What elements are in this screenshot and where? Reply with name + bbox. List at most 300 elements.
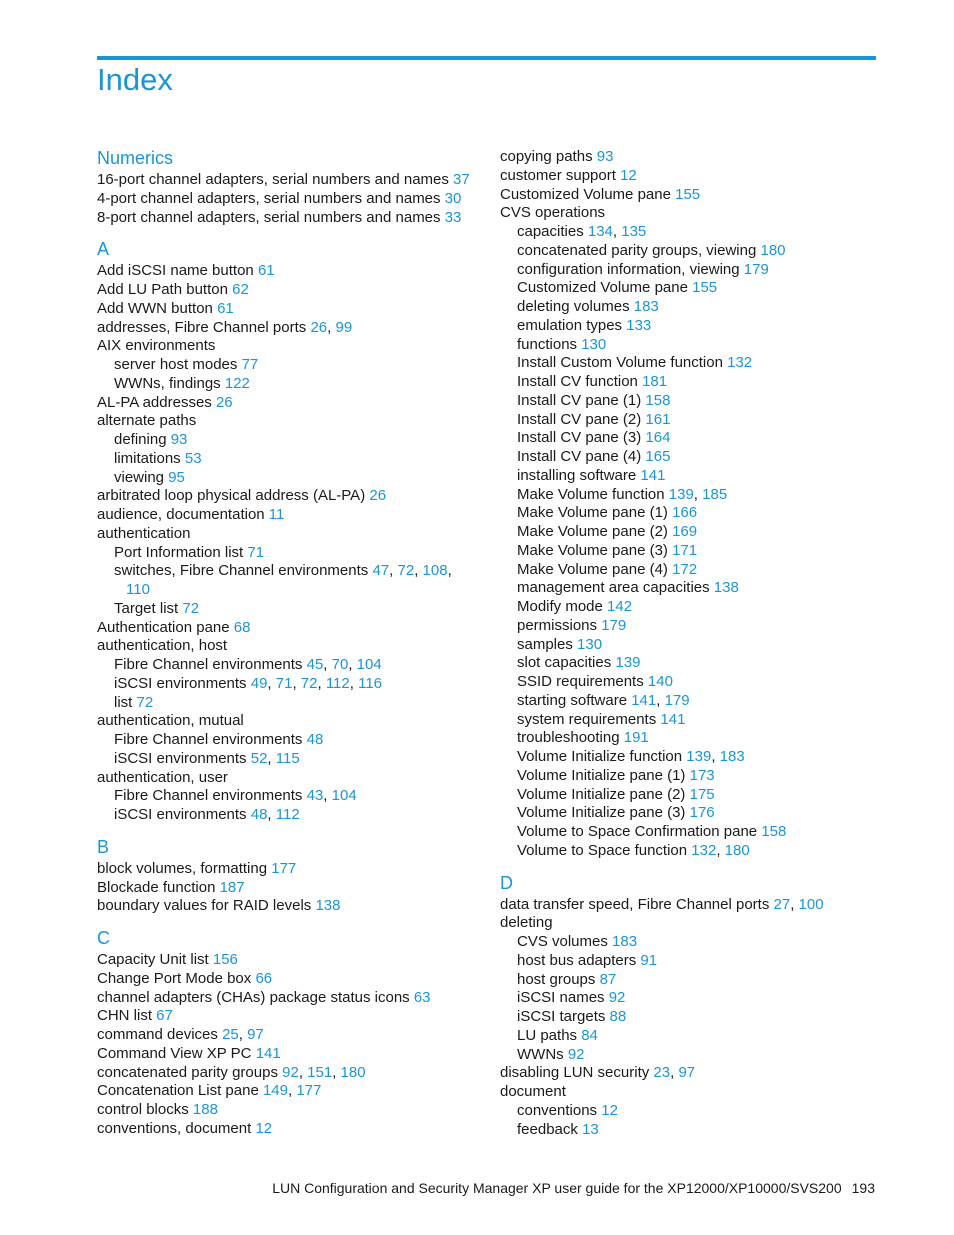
entry-term: host bus adapters xyxy=(517,951,637,969)
entry-term: iSCSI names xyxy=(517,989,605,1007)
entry-term: Blockade function xyxy=(97,878,216,896)
index-subentry xyxy=(97,356,487,375)
index-entry xyxy=(97,487,487,506)
index-entry xyxy=(97,970,487,989)
page-link[interactable]: 188 xyxy=(192,1101,218,1118)
page-link[interactable]: 110 xyxy=(126,581,150,598)
entry-term: Make Volume pane (1) xyxy=(517,504,668,522)
entry-term: Install Custom Volume function xyxy=(517,354,723,372)
index-subentry xyxy=(500,411,880,430)
page-link[interactable]: 176 xyxy=(689,804,715,822)
entry-term: authentication xyxy=(97,524,191,542)
page-link[interactable]: 171 xyxy=(672,541,698,559)
index-entry xyxy=(97,281,487,300)
entry-term: host groups xyxy=(517,970,596,988)
page-link[interactable]: 100 xyxy=(798,895,824,913)
entry-term: authentication, mutual xyxy=(97,712,244,730)
index-entry xyxy=(97,171,487,190)
index-entry: concatenated parity groups 92, 151, 180 xyxy=(97,1063,366,1081)
index-subentry xyxy=(97,431,487,450)
entry-term: feedback xyxy=(517,1120,578,1138)
index-subentry xyxy=(97,469,487,488)
page-link[interactable]: 30 xyxy=(444,189,462,207)
index-subentry xyxy=(97,581,487,600)
page-link[interactable]: 179 xyxy=(664,691,690,709)
entry-term: concatenated parity groups xyxy=(97,1063,278,1081)
page-link[interactable]: 84 xyxy=(581,1026,598,1044)
entry-term: conventions, document xyxy=(97,1119,252,1137)
entry-term: Volume Initialize function xyxy=(517,748,683,765)
index-subentry xyxy=(97,731,487,750)
index-subentry: capacities 134, 135 xyxy=(517,223,647,240)
page-link[interactable]: 112 xyxy=(275,806,300,823)
entry-term: AL-PA addresses xyxy=(97,393,212,411)
entry-term: switches, Fibre Channel environments xyxy=(114,562,369,580)
index-subentry xyxy=(500,654,880,673)
page-link[interactable]: 122 xyxy=(224,374,250,392)
entry-term: channel adapters (CHAs) package status icons xyxy=(97,988,410,1006)
entry-term: document xyxy=(500,1083,566,1100)
page-link[interactable]: 88 xyxy=(609,1008,627,1025)
page-link[interactable]: 52 xyxy=(250,749,268,767)
entry-term: 16-port channel adapters, serial numbers and names xyxy=(97,171,449,188)
entry-term: starting software xyxy=(517,691,628,709)
page-link[interactable]: 133 xyxy=(626,316,652,334)
entry-term: Add iSCSI name button xyxy=(97,262,254,280)
index-subentry xyxy=(500,467,880,486)
page-link[interactable]: 138 xyxy=(315,897,341,915)
index-entry xyxy=(97,619,487,638)
page-link[interactable]: 12 xyxy=(601,1101,618,1119)
index-subentry xyxy=(500,429,880,448)
page-link[interactable]: 165 xyxy=(645,448,671,465)
page-link[interactable]: 92 xyxy=(282,1063,299,1081)
index-subentry: Fibre Channel environments 43, 104 xyxy=(114,787,357,805)
index-subentry xyxy=(500,261,880,280)
entry-term: Volume to Space Confirmation pane xyxy=(517,823,758,840)
page-link[interactable]: 12 xyxy=(255,1119,273,1137)
index-entry xyxy=(97,506,487,525)
page-link[interactable]: 180 xyxy=(724,841,750,859)
page-link[interactable]: 161 xyxy=(645,410,671,428)
index-subentry xyxy=(500,354,880,373)
index-section xyxy=(97,239,487,825)
entry-term: Make Volume function xyxy=(517,485,665,503)
index-subentry xyxy=(97,600,487,619)
section-gap xyxy=(97,227,487,239)
index-subentry: starting software 141, 179 xyxy=(517,691,690,709)
index-entry xyxy=(500,186,880,205)
entry-term: command devices xyxy=(97,1026,218,1043)
page-link[interactable]: 12 xyxy=(620,166,637,184)
page-link[interactable]: 61 xyxy=(217,299,234,317)
page-link[interactable]: 142 xyxy=(607,598,633,615)
page-link[interactable]: 116 xyxy=(358,674,383,692)
entry-term: Fibre Channel environments xyxy=(114,731,303,748)
section-gap xyxy=(97,825,487,837)
index-subentry xyxy=(500,767,880,786)
index-subentry xyxy=(500,823,880,842)
entry-term: Authentication pane xyxy=(97,618,230,636)
page-link[interactable]: 71 xyxy=(275,674,293,692)
entry-term: installing software xyxy=(517,466,637,484)
index-subentry xyxy=(500,242,880,261)
entry-term: server host modes xyxy=(114,356,238,373)
entry-term: iSCSI targets xyxy=(517,1008,606,1025)
page-link[interactable]: 141 xyxy=(640,466,666,484)
page-link[interactable]: 72 xyxy=(182,599,200,617)
index-entry xyxy=(97,897,487,916)
page-link[interactable]: 155 xyxy=(692,279,718,297)
index-entry xyxy=(97,337,487,356)
page-link[interactable]: 77 xyxy=(241,356,259,373)
index-entry xyxy=(97,525,487,544)
index-entry xyxy=(97,1120,487,1139)
page-link[interactable]: 66 xyxy=(255,969,273,987)
entry-term: Volume Initialize pane (3) xyxy=(517,804,686,822)
page-link[interactable]: 140 xyxy=(647,673,673,690)
index-subentry: iSCSI environments 49, 71, 72, 112, 116 xyxy=(114,674,383,692)
entry-term: viewing xyxy=(114,468,165,486)
entry-term: management area capacities xyxy=(517,579,710,597)
page-link[interactable]: 53 xyxy=(184,449,202,467)
entry-term: copying paths xyxy=(500,148,593,165)
entry-term: emulation types xyxy=(517,316,623,334)
index-entry xyxy=(500,167,880,186)
page-link[interactable]: 135 xyxy=(621,223,647,240)
index-entry xyxy=(97,412,487,431)
entry-term: Customized Volume pane xyxy=(517,279,688,297)
entry-term: defining xyxy=(114,431,167,448)
entry-term: concatenated parity groups, viewing xyxy=(517,241,757,259)
entry-term: Install CV function xyxy=(517,373,638,390)
page-link[interactable]: 97 xyxy=(247,1026,264,1043)
entry-term: addresses, Fibre Channel ports xyxy=(97,318,307,336)
index-subentry xyxy=(97,544,487,563)
entry-term: Install CV pane (2) xyxy=(517,410,642,428)
page-link[interactable]: 63 xyxy=(413,988,431,1006)
page-link[interactable]: 71 xyxy=(247,543,265,561)
index-subentry: Fibre Channel environments 45, 70, 104 xyxy=(114,656,382,673)
index-entry: addresses, Fibre Channel ports 26, 99 xyxy=(97,318,353,336)
page-link[interactable]: 139 xyxy=(615,654,641,672)
index-entry xyxy=(97,1045,487,1064)
page-link[interactable]: 141 xyxy=(255,1044,281,1062)
index-entry xyxy=(97,209,487,228)
page-link[interactable]: 93 xyxy=(170,431,188,448)
page-link[interactable]: 33 xyxy=(444,208,462,226)
page-link[interactable]: 181 xyxy=(642,373,668,390)
index-entry xyxy=(97,190,487,209)
page-link[interactable]: 183 xyxy=(719,748,745,765)
page-link[interactable]: 139 xyxy=(686,748,712,765)
index-subentry xyxy=(500,542,880,561)
page-link[interactable]: 169 xyxy=(672,523,698,540)
entry-term: SSID requirements xyxy=(517,673,644,690)
index-subentry xyxy=(500,336,880,355)
entry-continuation-comma: , xyxy=(447,562,452,580)
page-link[interactable]: 187 xyxy=(219,878,245,896)
index-entry xyxy=(500,914,880,933)
index-subentry: Volume Initialize function 139, 183 xyxy=(517,748,745,765)
page-link[interactable]: 25 xyxy=(222,1026,239,1043)
page-link[interactable]: 139 xyxy=(668,485,694,503)
index-entry xyxy=(500,1083,880,1102)
entry-term: deleting volumes xyxy=(517,298,630,315)
page-link[interactable]: 177 xyxy=(296,1082,322,1100)
page-link[interactable]: 48 xyxy=(306,731,324,748)
entry-term: customer support xyxy=(500,166,616,184)
entry-term: list xyxy=(114,693,133,711)
entry-term: capacities xyxy=(517,223,584,240)
page-link[interactable]: 130 xyxy=(581,335,607,353)
page-link[interactable]: 99 xyxy=(335,318,353,336)
page-link[interactable]: 91 xyxy=(640,951,658,969)
entry-term: CHN list xyxy=(97,1007,152,1025)
entry-term: slot capacities xyxy=(517,654,612,672)
page-link[interactable]: 177 xyxy=(271,859,297,877)
page-link[interactable]: 49 xyxy=(250,674,268,692)
index-subentry xyxy=(500,598,880,617)
index-entry xyxy=(97,769,487,788)
page-link[interactable]: 67 xyxy=(156,1007,173,1025)
page-link[interactable]: 166 xyxy=(672,504,698,522)
index-entry: disabling LUN security 23, 97 xyxy=(500,1064,696,1082)
page-link[interactable]: 151 xyxy=(307,1063,333,1081)
index-column-right xyxy=(500,148,880,1139)
entry-term: conventions xyxy=(517,1101,598,1119)
section-heading: Numerics xyxy=(97,148,174,168)
entry-term: AIX environments xyxy=(97,337,216,355)
page-link[interactable]: 112 xyxy=(325,674,350,692)
entry-term: authentication, host xyxy=(97,637,228,655)
index-subentry xyxy=(500,373,880,392)
entry-term: audience, documentation xyxy=(97,506,265,523)
index-subentry xyxy=(500,1121,880,1140)
index-subentry xyxy=(500,1027,880,1046)
index-subentry: iSCSI environments 48, 112 xyxy=(114,806,300,823)
page-link[interactable]: 104 xyxy=(356,656,382,673)
entry-term: Volume to Space function xyxy=(517,841,688,859)
page-link[interactable]: 61 xyxy=(257,262,275,280)
entry-term: deleting xyxy=(500,914,553,932)
entry-term: Install CV pane (4) xyxy=(517,448,642,465)
entry-term: Concatenation List pane xyxy=(97,1082,259,1100)
page-link[interactable]: 45 xyxy=(306,656,324,673)
page-number: 193 xyxy=(851,1180,875,1196)
index-column-left xyxy=(97,148,487,1139)
index-entry xyxy=(97,989,487,1008)
index-entry xyxy=(97,951,487,970)
index-subentry xyxy=(500,971,880,990)
entry-term: Port Information list xyxy=(114,543,244,561)
entry-term: Install CV pane (1) xyxy=(517,391,642,409)
index-section xyxy=(97,148,487,227)
index-entry xyxy=(97,1101,487,1120)
page-link[interactable]: 173 xyxy=(689,766,715,784)
page-link[interactable]: 97 xyxy=(678,1064,696,1082)
entry-term: troubleshooting xyxy=(517,729,620,747)
page-link[interactable]: 72 xyxy=(136,693,154,711)
entry-term: control blocks xyxy=(97,1101,189,1118)
page-link[interactable]: 70 xyxy=(331,656,349,673)
page-link[interactable]: 164 xyxy=(645,429,671,447)
index-subentry xyxy=(500,317,880,336)
page-link[interactable]: 72 xyxy=(397,562,415,580)
index-subentry xyxy=(97,375,487,394)
index-subentry xyxy=(500,579,880,598)
page-link[interactable]: 185 xyxy=(702,485,728,503)
section-heading: B xyxy=(97,836,110,857)
page-link[interactable]: 183 xyxy=(633,298,659,315)
index-subentry xyxy=(97,694,487,713)
page-link[interactable]: 93 xyxy=(596,148,614,165)
page-link[interactable]: 134 xyxy=(587,223,613,240)
page-link[interactable]: 141 xyxy=(631,691,657,709)
page-link[interactable]: 37 xyxy=(453,171,470,188)
page-link[interactable]: 13 xyxy=(582,1120,599,1138)
entry-term: Customized Volume pane xyxy=(500,185,671,203)
page-link[interactable]: 104 xyxy=(331,787,357,805)
page-footer xyxy=(272,1180,875,1196)
entry-term: authentication, user xyxy=(97,768,228,786)
entry-term: Volume Initialize pane (2) xyxy=(517,785,686,803)
index-entry xyxy=(97,712,487,731)
page-link[interactable]: 62 xyxy=(232,281,249,298)
entry-term: permissions xyxy=(517,616,598,634)
page-link[interactable]: 179 xyxy=(601,616,627,634)
index-entry xyxy=(97,1007,487,1026)
index-entry: data transfer speed, Fibre Channel ports 27, 100 xyxy=(500,895,824,913)
page-link[interactable]: 115 xyxy=(275,749,300,767)
page-link[interactable]: 72 xyxy=(300,674,318,692)
page-link[interactable]: 141 xyxy=(660,710,686,728)
entry-term: 4-port channel adapters, serial numbers and names xyxy=(97,189,441,207)
section-gap xyxy=(500,861,880,873)
page-link[interactable]: 172 xyxy=(672,560,698,578)
page-link[interactable]: 23 xyxy=(653,1064,671,1082)
index-section xyxy=(500,148,880,861)
page-link[interactable]: 87 xyxy=(599,970,617,988)
page-link[interactable]: 183 xyxy=(612,933,638,950)
index-subentry xyxy=(500,523,880,542)
entry-term: Install CV pane (3) xyxy=(517,429,642,447)
section-heading: A xyxy=(97,239,110,260)
index-entry xyxy=(97,262,487,281)
page-link[interactable]: 26 xyxy=(369,487,387,505)
index-subentry xyxy=(500,933,880,952)
entry-term: functions xyxy=(517,335,578,353)
page-link[interactable]: 138 xyxy=(713,579,739,597)
page-link[interactable]: 180 xyxy=(340,1063,366,1081)
page-link[interactable]: 108 xyxy=(422,562,448,580)
page-link[interactable]: 155 xyxy=(675,185,701,203)
entry-term: alternate paths xyxy=(97,412,197,430)
page-link[interactable]: 132 xyxy=(691,841,717,859)
page-link[interactable]: 132 xyxy=(727,354,753,372)
index-entry xyxy=(97,860,487,879)
index-subentry xyxy=(500,786,880,805)
entry-term: WWNs, findings xyxy=(114,374,221,392)
index-subentry xyxy=(500,673,880,692)
page-link[interactable]: 175 xyxy=(689,785,715,803)
index-subentry: Volume to Space function 132, 180 xyxy=(517,841,750,859)
index-subentry xyxy=(500,1046,880,1065)
page-link[interactable]: 156 xyxy=(212,951,238,968)
entry-term: Fibre Channel environments xyxy=(114,656,303,673)
index-subentry xyxy=(500,711,880,730)
entry-term: boundary values for RAID levels xyxy=(97,897,312,915)
title-rule xyxy=(97,56,876,60)
entry-term: CVS operations xyxy=(500,204,606,222)
index-entry: Concatenation List pane 149, 177 xyxy=(97,1082,322,1100)
index-subentry: iSCSI environments 52, 115 xyxy=(114,749,300,767)
index-subentry: Make Volume function 139, 185 xyxy=(517,485,728,503)
page-link[interactable]: 92 xyxy=(567,1045,585,1063)
page-link[interactable]: 68 xyxy=(233,618,251,636)
page-link[interactable]: 149 xyxy=(262,1082,288,1100)
entry-term: Make Volume pane (2) xyxy=(517,523,668,540)
page-link[interactable]: 26 xyxy=(310,318,328,336)
entry-term: Capacity Unit list xyxy=(97,951,209,968)
entry-term: Fibre Channel environments xyxy=(114,787,303,805)
entry-term: Change Port Mode box xyxy=(97,969,252,987)
index-subentry xyxy=(500,636,880,655)
index-subentry xyxy=(500,617,880,636)
entry-term: LU paths xyxy=(517,1026,578,1044)
entry-term: Make Volume pane (3) xyxy=(517,541,668,559)
page-link[interactable]: 27 xyxy=(773,895,791,913)
page-link[interactable]: 158 xyxy=(761,823,787,840)
index-subentry xyxy=(500,952,880,971)
index-entry xyxy=(97,300,487,319)
section-heading: D xyxy=(500,872,513,893)
entry-term: configuration information, viewing xyxy=(517,260,740,278)
index-section xyxy=(500,873,880,1140)
index-subentry xyxy=(97,450,487,469)
page-link[interactable]: 191 xyxy=(623,729,649,747)
page-link[interactable]: 130 xyxy=(577,635,603,653)
page-link[interactable]: 26 xyxy=(215,393,233,411)
page-link[interactable]: 47 xyxy=(372,562,390,580)
page-link[interactable]: 179 xyxy=(743,260,769,278)
entry-term: iSCSI environments xyxy=(114,749,247,767)
entry-term: block volumes, formatting xyxy=(97,859,268,877)
entry-term: arbitrated loop physical address (AL-PA) xyxy=(97,487,366,505)
page-link[interactable]: 92 xyxy=(608,989,626,1007)
entry-term: Target list xyxy=(114,599,179,617)
index-subentry xyxy=(500,1008,880,1027)
index-section xyxy=(97,837,487,916)
index-subentry xyxy=(500,448,880,467)
entry-term: Make Volume pane (4) xyxy=(517,560,668,578)
index-subentry xyxy=(500,989,880,1008)
entry-term: disabling LUN security xyxy=(500,1064,650,1082)
page-link[interactable]: 48 xyxy=(250,806,268,823)
entry-term: Modify mode xyxy=(517,598,603,615)
index-subentry xyxy=(500,561,880,580)
page-link[interactable]: 158 xyxy=(645,391,671,409)
index-subentry xyxy=(500,298,880,317)
entry-term: CVS volumes xyxy=(517,933,608,950)
index-entry xyxy=(97,394,487,413)
page-link[interactable]: 95 xyxy=(168,468,185,486)
entry-term: WWNs xyxy=(517,1045,564,1063)
page-link[interactable]: 43 xyxy=(306,787,324,805)
page-link[interactable]: 11 xyxy=(268,506,285,523)
page-link[interactable]: 180 xyxy=(760,241,786,259)
section-heading: C xyxy=(97,928,110,948)
